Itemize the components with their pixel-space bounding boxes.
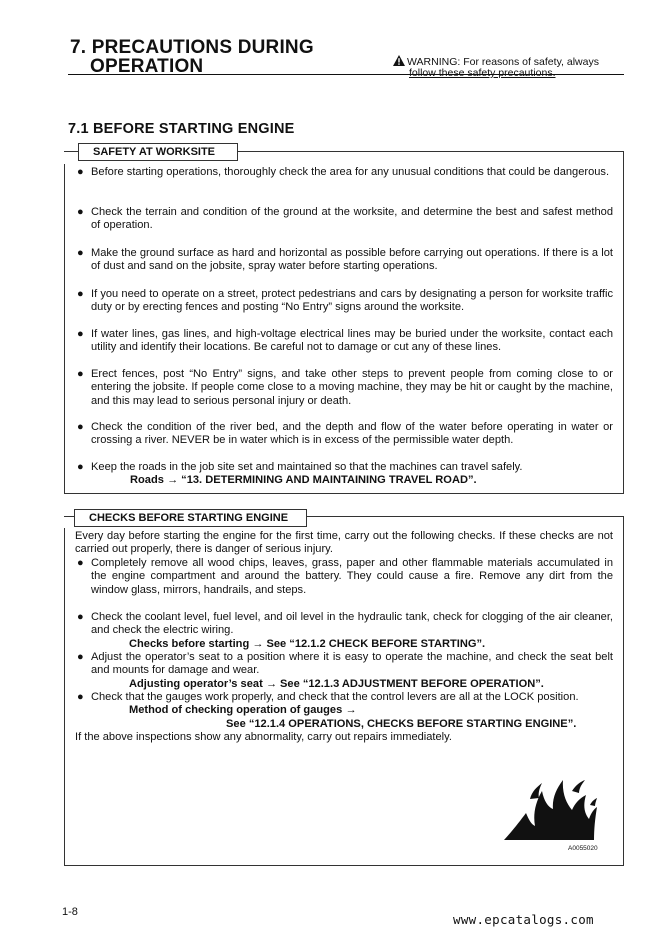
list-item: ● If you need to operate on a street, protect pedestrians and cars by designating a person for worksite traffic duty or by erecting fences and posting “No Entry” signs around the worksite. [77, 288, 613, 314]
chapter-title [70, 38, 314, 76]
list-item: ● Completely remove all wood chips, leaves, grass, paper and other flammable materials accumulated in the engine compartment and around the battery. They could cause a fire. Remove any dirt from the window glass, mirrors, handrails, and steps. [77, 557, 613, 596]
checks-reference: Checks before starting → See “12.1.2 CHECK BEFORE STARTING”. [129, 637, 486, 650]
list-item: ● Check the coolant level, fuel level, and oil level in the hydraulic tank, check for clogging of the air cleaner, and check the electric wiring. Checks before starting → See “12.1.2 CHECK BEFORE STARTING”. [77, 611, 613, 650]
warning-icon [393, 55, 405, 66]
list-item: ● Keep the roads in the job site set and maintained so that the machines can travel safely. Roads → “13. DETERMINING AND MAINTAINING TRAVEL ROAD”. [77, 461, 613, 488]
checks-outro: If the above inspections show any abnormality, carry out repairs immediately. [75, 731, 452, 743]
figure-id: A0055020 [568, 845, 598, 852]
list-item: ● If water lines, gas lines, and high-voltage electrical lines may be buried under the worksite, contact each utility and identify their locations. Be careful not to damage or cut any of these lines. [77, 328, 613, 354]
seat-reference: Adjusting operator’s seat → See “12.1.3 ADJUSTMENT BEFORE OPERATION”. [129, 677, 544, 690]
list-item: ● Erect fences, post “No Entry” signs, and take other steps to prevent people from coming close to or entering the jobsite. If people come close to a moving machine, they may be hit or caught by the machine, and this may lead to serious personal injury or death. [77, 368, 613, 407]
page-number: 1-8 [62, 906, 78, 918]
chapter-title-line1: 7. PRECAUTIONS DURING [70, 37, 314, 58]
gauges-reference: Method of checking operation of gauges → [129, 704, 357, 717]
list-item: ● Before starting operations, thoroughly check the area for any unusual conditions that could be dangerous. [77, 166, 610, 178]
list-item: ● Check that the gauges work properly, and check that the control levers are all at the LOCK position. Method of checking operation of gauges → See “12.1.4 OPERATIONS, CHECKS BEFORE STARTING ENGINE”. [77, 691, 613, 731]
safety-box-label: SAFETY AT WORKSITE [78, 143, 238, 161]
list-item: ● Check the condition of the river bed, and the depth and flow of the water before operating in water or crossing a river. NEVER be in water which is in excess of the permissible water depth. [77, 421, 613, 447]
list-item: ● Adjust the operator’s seat to a position where it is easy to operate the machine, and check the seat belt and mounts for damage and wear. Adjusting operator’s seat → See “12.1.3 ADJUSTMENT BEFORE OPERATION”. [77, 651, 613, 690]
list-item: ● Check the terrain and condition of the ground at the worksite, and determine the best and safest method of operation. [77, 206, 613, 232]
warning-line2: follow these safety precautions. [409, 67, 556, 79]
checks-intro: Every day before starting the engine for the first time, carry out the following checks. If these checks are not carried out properly, there is danger of serious injury. [75, 530, 613, 556]
gauges-reference-target: See “12.1.4 OPERATIONS, CHECKS BEFORE STARTING ENGINE”. [226, 717, 577, 730]
list-item: ● Make the ground surface as hard and horizontal as possible before carrying out operations. If there is a lot of dust and sand on the jobsite, spray water before starting operations. [77, 247, 613, 273]
warning-line1: WARNING: For reasons of safety, always [407, 56, 599, 68]
fire-hazard-icon [502, 777, 598, 841]
roads-reference: Roads → “13. DETERMINING AND MAINTAINING TRAVEL ROAD”. [130, 474, 477, 487]
section-title: 7.1 BEFORE STARTING ENGINE [68, 121, 295, 137]
warning-note [393, 55, 629, 79]
site-watermark: www.epcatalogs.com [453, 912, 594, 927]
chapter-title-line2: OPERATION [90, 56, 204, 77]
checks-box-label: CHECKS BEFORE STARTING ENGINE [74, 509, 307, 527]
